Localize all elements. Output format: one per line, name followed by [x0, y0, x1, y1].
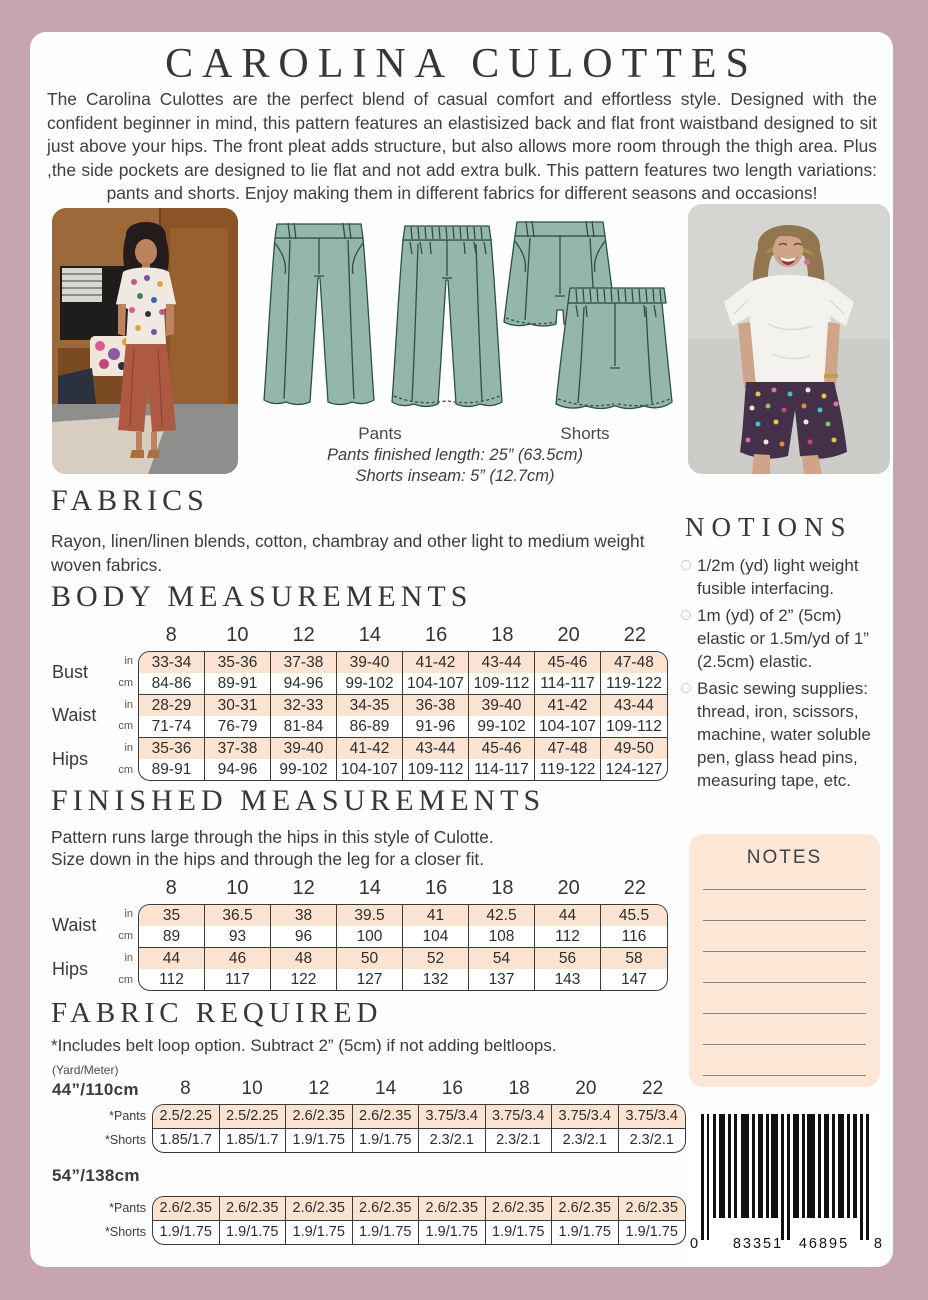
measure-cell: 81-84 — [271, 716, 337, 737]
size-header-label: 16 — [425, 877, 448, 899]
unit-label: cm — [118, 930, 133, 943]
unit-label: in — [124, 698, 133, 711]
size-header-label: 10 — [241, 1078, 263, 1099]
fabric-table-54 — [52, 1196, 686, 1245]
barcode-bars — [689, 1114, 882, 1242]
fabric-width-54-label: 54”/138cm — [52, 1166, 140, 1185]
photo-model-pants — [52, 208, 238, 474]
notion-text: 1/2m (yd) light weight fusible interfacing. — [697, 556, 859, 598]
fabric-cell: 3.75/3.4 — [552, 1105, 619, 1128]
fabric-row — [153, 1197, 685, 1220]
fabric-cell: 2.5/2.25 — [153, 1105, 220, 1128]
measure-cell: 116 — [621, 928, 647, 945]
fabric-cell: 1.9/1.75 — [419, 1221, 486, 1244]
fabric-cell: 2.6/2.35 — [153, 1197, 220, 1220]
measure-label-hips — [52, 948, 138, 992]
fabric-row-label: *Pants — [109, 1200, 146, 1215]
fabric-required-note: *Includes belt loop option. Subtract 2” (5cm) if not adding beltloops. — [51, 1036, 557, 1055]
measure-cell: 35-36 — [139, 738, 205, 759]
fabric-cell: 2.6/2.35 — [419, 1197, 486, 1220]
fabric-required-heading: FABRIC REQUIRED — [51, 997, 383, 1029]
measure-cell: 99-102 — [271, 759, 337, 780]
fabric-width-44-label: 44”/110cm — [52, 1080, 139, 1099]
unit-label: in — [124, 741, 133, 754]
fabric-cell: 2.3/2.1 — [629, 1132, 674, 1148]
barcode-bar — [853, 1114, 857, 1218]
measure-row-labels — [52, 651, 138, 781]
measure-cell: 89-91 — [139, 759, 205, 780]
fabric-cell: 2.3/2.1 — [552, 1129, 619, 1152]
fabric-row-labels — [52, 1104, 152, 1153]
measure-cell: 44 — [535, 905, 601, 926]
measure-group — [139, 694, 667, 737]
fabric-cell: 2.6/2.35 — [353, 1105, 420, 1128]
barcode — [689, 1110, 882, 1260]
measure-label-hips — [52, 738, 138, 781]
measure-row — [139, 948, 667, 969]
measure-cell: 104-107 — [337, 759, 403, 780]
barcode-bar — [802, 1114, 805, 1218]
fabrics-text: Rayon, linen/linen blends, cotton, chambray and other light to medium weight woven fabrics. — [51, 531, 645, 575]
measure-cell: 112 — [535, 926, 601, 947]
measure-units — [118, 948, 138, 992]
flats-drawing — [258, 210, 676, 422]
measure-units — [118, 738, 138, 781]
measure-cell: 137 — [469, 969, 535, 990]
notion-item — [681, 554, 893, 600]
fabric-cell: 2.6/2.35 — [286, 1197, 353, 1220]
measure-cell: 147 — [621, 971, 647, 988]
measure-row — [139, 673, 667, 694]
notion-text: Basic sewing supplies: thread, iron, scissors, machine, water soluble pen, glass head pins, measuring tape, etc. — [697, 679, 871, 790]
measure-cell: 30-31 — [205, 695, 271, 716]
size-header-label: 8 — [165, 877, 177, 899]
barcode-digits — [689, 1236, 882, 1256]
fabric-cell: 2.6/2.35 — [552, 1197, 619, 1220]
size-header-label: 18 — [491, 624, 514, 646]
barcode-bar — [832, 1114, 835, 1218]
measure-grid — [138, 904, 668, 991]
measure-cell: 37-38 — [205, 738, 271, 759]
notion-item — [681, 677, 893, 792]
fit-note-line2: Size down in the hips and through the leg for a closer fit. — [51, 849, 485, 869]
measure-cell: 89 — [139, 926, 205, 947]
measure-units — [118, 651, 138, 694]
measure-cell: 43-44 — [614, 697, 654, 714]
barcode-bar — [728, 1114, 731, 1218]
notion-item — [681, 604, 893, 673]
measure-group — [139, 737, 667, 780]
measure-cell: 99-102 — [469, 716, 535, 737]
photo-model-shorts — [688, 204, 890, 474]
unit-label: in — [124, 951, 133, 964]
measure-cell: 32-33 — [271, 695, 337, 716]
measure-cell: 100 — [337, 926, 403, 947]
measure-cell: 36-38 — [403, 695, 469, 716]
barcode-bar — [707, 1114, 709, 1240]
measure-cell: 35-36 — [205, 652, 271, 673]
measure-row — [139, 759, 667, 780]
measure-cell: 48 — [271, 948, 337, 969]
fabric-row-label: *Pants — [109, 1108, 146, 1123]
measure-cell: 109-112 — [403, 759, 469, 780]
unit-label: cm — [118, 973, 133, 986]
measure-cell: 47-48 — [535, 738, 601, 759]
barcode-bar — [701, 1114, 704, 1240]
measure-cell: 39-40 — [469, 695, 535, 716]
measure-cell: 71-74 — [139, 716, 205, 737]
barcode-group-right: 46895 — [798, 1236, 850, 1252]
barcode-digit-left: 0 — [690, 1236, 699, 1252]
measure-cell: 49-50 — [614, 740, 654, 757]
measure-row — [139, 969, 667, 990]
size-header-label: 18 — [491, 877, 514, 899]
notions-heading: NOTIONS — [685, 512, 853, 542]
measure-cell: 35 — [139, 905, 205, 926]
measure-grid — [138, 651, 668, 781]
measure-name: Waist — [52, 705, 97, 726]
barcode-bar — [866, 1114, 869, 1240]
measure-cell: 86-89 — [337, 716, 403, 737]
measure-cell: 93 — [205, 926, 271, 947]
fabric-cell: 2.6/2.35 — [220, 1197, 287, 1220]
measure-cell: 37-38 — [271, 652, 337, 673]
photo-model-pants-image — [52, 208, 238, 474]
measure-cell: 46 — [205, 948, 271, 969]
notes-rule-line — [703, 920, 866, 921]
fabric-cell: 1.9/1.75 — [153, 1221, 220, 1244]
barcode-bar — [771, 1114, 778, 1218]
notes-rule-line — [703, 982, 866, 983]
body-measurements-heading: BODY MEASUREMENTS — [51, 580, 473, 613]
fabric-group-54 — [52, 1166, 686, 1245]
measure-cell: 114-117 — [469, 759, 535, 780]
measure-table — [52, 651, 668, 781]
barcode-bar — [807, 1114, 815, 1218]
barcode-bar — [838, 1114, 844, 1218]
measure-group — [139, 947, 667, 990]
fabric-group-44 — [52, 1078, 686, 1153]
measure-cell: 104-107 — [403, 673, 469, 694]
fabric-row-label: *Shorts — [105, 1133, 146, 1148]
measure-cell: 122 — [271, 969, 337, 990]
size-header-label: 22 — [623, 624, 646, 646]
bullet-icon — [681, 683, 691, 693]
barcode-bar — [741, 1114, 749, 1218]
measure-row — [139, 716, 667, 737]
finished-measurements-note — [51, 826, 494, 870]
notes-rule-line — [703, 951, 866, 952]
fabric-cell: 3.75/3.4 — [419, 1105, 486, 1128]
page-title: CAROLINA CULOTTES — [165, 41, 758, 87]
measure-cell: 143 — [535, 969, 601, 990]
measure-cell: 94-96 — [271, 673, 337, 694]
bullet-icon — [681, 610, 691, 620]
measure-cell: 127 — [337, 969, 403, 990]
size-header-label: 14 — [358, 877, 381, 899]
barcode-bar — [781, 1114, 784, 1240]
size-header-label: 10 — [226, 624, 249, 646]
measure-cell: 39-40 — [337, 652, 403, 673]
measure-cell: 114-117 — [535, 673, 601, 694]
barcode-bar — [818, 1114, 821, 1218]
barcode-bar — [752, 1114, 755, 1218]
measure-row — [139, 695, 667, 716]
fabric-grid — [152, 1104, 686, 1153]
size-header-label: 16 — [441, 1078, 463, 1099]
body-measurements-table — [52, 624, 668, 781]
fabric-cell: 1.9/1.75 — [220, 1221, 287, 1244]
notes-rule-line — [703, 889, 866, 890]
fabric-row-label: *Shorts — [105, 1225, 146, 1240]
barcode-digit-right: 8 — [873, 1236, 882, 1252]
fabric-cell: 1.9/1.75 — [286, 1221, 353, 1244]
fabric-cell: 1.85/1.7 — [220, 1129, 287, 1152]
barcode-bar — [766, 1114, 769, 1218]
notes-rule-line — [703, 1044, 866, 1045]
notion-text: 1m (yd) of 2” (5cm) elastic or 1.5m/yd of 1” (2.5cm) elastic. — [697, 606, 869, 671]
measure-cell: 45-46 — [469, 738, 535, 759]
fabric-cell: 2.5/2.25 — [220, 1105, 287, 1128]
measure-cell: 108 — [469, 926, 535, 947]
measure-cell: 45.5 — [618, 907, 650, 924]
unit-label: in — [124, 908, 133, 921]
measure-cell: 44 — [139, 948, 205, 969]
barcode-bar — [824, 1114, 829, 1218]
barcode-bar — [713, 1114, 716, 1218]
measure-cell: 109-112 — [606, 718, 662, 735]
measure-cell: 124-127 — [605, 761, 663, 778]
measure-cell: 41-42 — [403, 652, 469, 673]
size-header-label: 14 — [375, 1078, 397, 1099]
fabric-cell: 3.75/3.4 — [625, 1108, 678, 1124]
fabric-cell: 1.85/1.7 — [153, 1129, 220, 1152]
fabric-cell: 2.6/2.35 — [486, 1197, 553, 1220]
fabric-row — [153, 1128, 685, 1152]
notes-lines — [689, 869, 880, 1076]
pants-length-line: Pants finished length: 25” (63.5cm) — [327, 446, 583, 464]
measure-cell: 91-96 — [403, 716, 469, 737]
pattern-description: The Carolina Culottes are the perfect blend of casual comfort and effortless style. Designed with the confident beginner in mind, this pattern features an elastisized back and flat front waistband designed to sit just above your hips. The front pleat adds structure, but also allows more room through the thigh area. Plus ,the side pockets are designed to lie flat and not add extra bulk. This pattern features two length variations: pants and shorts. Enjoy making them in different fabrics for different seasons and occasions! — [47, 89, 877, 203]
size-header-label: 12 — [308, 1078, 330, 1099]
measure-row — [139, 652, 667, 673]
fabric-cell: 1.9/1.75 — [286, 1129, 353, 1152]
technical-flats-illustration — [258, 210, 676, 422]
finished-length-note — [245, 445, 665, 487]
measure-cell: 132 — [403, 969, 469, 990]
measure-cell: 50 — [337, 948, 403, 969]
barcode-bar — [787, 1114, 790, 1240]
measure-units — [118, 694, 138, 737]
measure-row — [139, 905, 667, 926]
measure-row — [139, 926, 667, 947]
fabric-row — [153, 1220, 685, 1244]
pants-caption: Pants — [358, 424, 402, 443]
measure-cell: 43-44 — [403, 738, 469, 759]
measure-name: Waist — [52, 915, 97, 936]
fabric-cell: 1.9/1.75 — [486, 1221, 553, 1244]
bullet-icon — [681, 560, 691, 570]
unit-label: cm — [118, 676, 133, 689]
measure-cell: 56 — [535, 948, 601, 969]
fit-note-line1: Pattern runs large through the hips in this style of Culotte. — [51, 827, 494, 847]
measure-cell: 42.5 — [469, 905, 535, 926]
unit-label: cm — [118, 763, 133, 776]
finished-measurements-heading: FINISHED MEASUREMENTS — [51, 784, 546, 817]
notes-rule-line — [703, 1075, 866, 1076]
barcode-group-left: 83351 — [732, 1236, 784, 1252]
measure-cell: 28-29 — [139, 695, 205, 716]
measure-label-waist — [52, 904, 138, 948]
fabric-cell: 2.3/2.1 — [486, 1129, 553, 1152]
size-header-label: 16 — [425, 624, 448, 646]
fabric-sizes-row — [152, 1078, 686, 1100]
fabric-cell: 1.9/1.75 — [353, 1221, 420, 1244]
size-header-label: 10 — [226, 877, 249, 899]
measure-row — [139, 738, 667, 759]
size-header-label: 20 — [575, 1078, 597, 1099]
size-header-label: 22 — [642, 1078, 664, 1099]
size-header-label: 22 — [623, 877, 646, 899]
measure-cell: 104-107 — [535, 716, 601, 737]
measure-cell: 41-42 — [337, 738, 403, 759]
barcode-bar — [847, 1114, 850, 1218]
fabric-cell: 1.9/1.75 — [625, 1224, 678, 1240]
measure-cell: 39.5 — [337, 905, 403, 926]
size-header-row — [138, 624, 668, 647]
measure-units — [118, 904, 138, 948]
barcode-bar — [734, 1114, 737, 1218]
measure-label-waist — [52, 694, 138, 737]
size-header-label: 20 — [557, 624, 580, 646]
fabric-cell: 3.75/3.4 — [486, 1105, 553, 1128]
measure-name: Hips — [52, 958, 89, 979]
measure-group — [139, 652, 667, 694]
measure-cell: 39-40 — [271, 738, 337, 759]
measure-cell: 38 — [271, 905, 337, 926]
unit-label: in — [124, 655, 133, 668]
fabrics-heading: FABRICS — [51, 484, 209, 517]
fabric-row — [153, 1105, 685, 1128]
measure-cell: 94-96 — [205, 759, 271, 780]
barcode-bar — [860, 1114, 863, 1240]
measure-cell: 119-122 — [535, 759, 601, 780]
fabric-table-44 — [52, 1104, 686, 1153]
fabric-unit-label: (Yard/Meter) — [52, 1063, 119, 1077]
fabric-grid — [152, 1196, 686, 1245]
measure-cell: 112 — [139, 969, 205, 990]
size-header-label: 18 — [508, 1078, 530, 1099]
measure-cell: 52 — [403, 948, 469, 969]
measure-name: Bust — [52, 662, 89, 683]
notions-list — [681, 554, 893, 796]
notes-box — [689, 834, 880, 1087]
size-header-label: 12 — [292, 624, 315, 646]
barcode-bar — [758, 1114, 763, 1218]
photo-model-shorts-image — [688, 204, 890, 474]
measure-cell: 41 — [403, 905, 469, 926]
size-header-label: 14 — [358, 624, 381, 646]
measure-cell: 47-48 — [614, 654, 654, 671]
size-header-label: 8 — [180, 1078, 191, 1099]
measure-cell: 58 — [625, 950, 643, 967]
size-header-row — [138, 877, 668, 900]
fabric-cell: 2.6/2.35 — [625, 1200, 678, 1216]
measure-cell: 104 — [403, 926, 469, 947]
measure-cell: 109-112 — [469, 673, 535, 694]
measure-cell: 99-102 — [337, 673, 403, 694]
measure-row-labels — [52, 904, 138, 991]
size-header-label: 20 — [557, 877, 580, 899]
measure-cell: 43-44 — [469, 652, 535, 673]
content-panel — [30, 32, 893, 1267]
finished-measurements-table — [52, 877, 668, 991]
shorts-inseam-line: Shorts inseam: 5” (12.7cm) — [355, 467, 555, 485]
size-header-label: 8 — [165, 624, 177, 646]
measure-name: Hips — [52, 748, 89, 769]
measure-cell: 119-122 — [606, 675, 662, 692]
fabric-cell: 1.9/1.75 — [353, 1129, 420, 1152]
fabric-cell: 2.3/2.1 — [419, 1129, 486, 1152]
measure-cell: 45-46 — [535, 652, 601, 673]
measure-cell: 84-86 — [139, 673, 205, 694]
size-header-label: 12 — [292, 877, 315, 899]
barcode-bar — [719, 1114, 725, 1218]
measure-cell: 34-35 — [337, 695, 403, 716]
measure-table — [52, 904, 668, 991]
measure-cell: 54 — [469, 948, 535, 969]
fabric-row-labels — [52, 1196, 152, 1245]
fabric-cell: 2.6/2.35 — [286, 1105, 353, 1128]
measure-cell: 41-42 — [535, 695, 601, 716]
shorts-caption: Shorts — [560, 424, 610, 443]
barcode-bar — [793, 1114, 799, 1218]
measure-cell: 96 — [271, 926, 337, 947]
measure-cell: 76-79 — [205, 716, 271, 737]
fabric-cell: 2.6/2.35 — [353, 1197, 420, 1220]
measure-cell: 33-34 — [139, 652, 205, 673]
measure-label-bust — [52, 651, 138, 694]
notes-rule-line — [703, 1013, 866, 1014]
measure-cell: 36.5 — [205, 905, 271, 926]
measure-cell: 89-91 — [205, 673, 271, 694]
measure-cell: 117 — [205, 969, 271, 990]
unit-label: cm — [118, 720, 133, 733]
measure-group — [139, 905, 667, 947]
notes-heading: NOTES — [746, 847, 823, 868]
fabric-cell: 1.9/1.75 — [552, 1221, 619, 1244]
